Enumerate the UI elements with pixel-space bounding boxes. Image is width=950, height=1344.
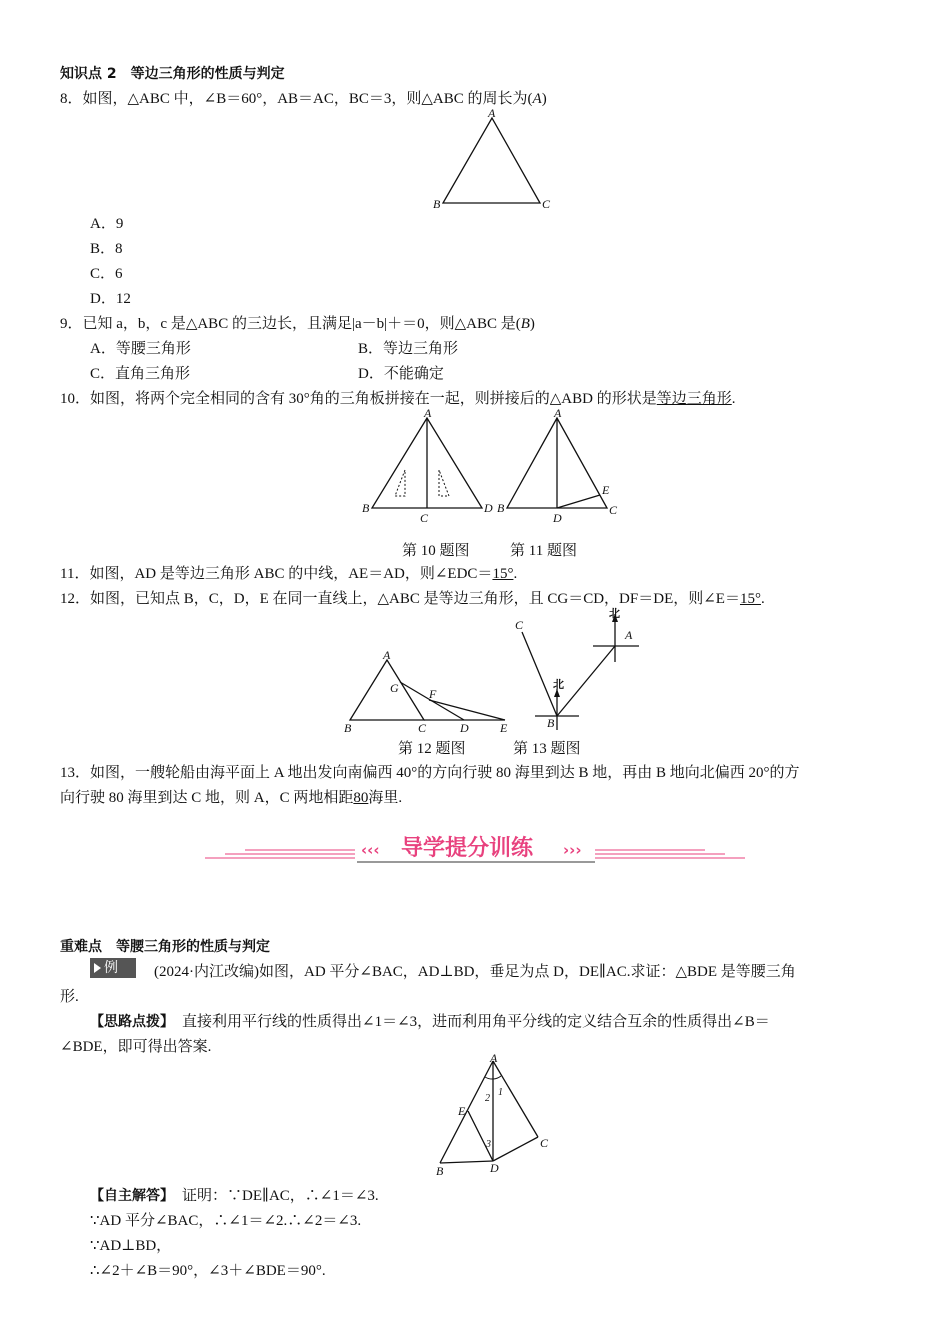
caption-fig13: 第 13 题图 (513, 741, 581, 757)
example-badge-label: 例 (104, 960, 118, 976)
figex-angle-3: 3 (486, 1139, 491, 1150)
fig12-figure (340, 646, 520, 741)
fig8-label-c: C (542, 197, 551, 211)
question-10-stem (60, 389, 735, 409)
question-11-stem (60, 564, 517, 584)
fig12-label-f: F (429, 687, 437, 701)
question-9-stem (60, 314, 535, 334)
caption-fig10: 第 10 题图 (402, 543, 470, 559)
fig13-label-b: B (547, 716, 555, 730)
fig10-label-d: D (484, 501, 493, 515)
q13-answer: 80 (353, 790, 369, 806)
solution-line3: ∵AD⊥BD， (90, 1238, 172, 1254)
fig11-label-a: A (554, 406, 562, 420)
banner-title: 导学提分训练 (401, 836, 534, 861)
q10-stem-text: 10．如图，将两个完全相同的含有 30°角的三角板拼接在一起，则拼接后的△ABD 的形状是 (60, 391, 657, 407)
fig13-north-label-a: 北 (609, 607, 620, 620)
q10-answer: 等边三角形 (656, 391, 732, 407)
figex-label-d: D (490, 1161, 499, 1175)
q13-line2-pre: 向行驶 80 海里到达 C 地，则 A，C 两地相距 (60, 790, 354, 806)
q8-stem-text: 8．如图，△ABC 中，∠B＝60°，AB＝AC，BC＝3，则△ABC 的周长为( (60, 91, 533, 107)
solution-text-1: 证明：∵DE∥AC，∴∠1＝∠3. (182, 1188, 379, 1204)
fig10-triangle-figure (362, 408, 497, 523)
fig13-north-label-b: 北 (553, 678, 564, 691)
solution-line2: ∵AD 平分∠BAC，∴∠1＝∠2.∴∠2＝∠3. (90, 1213, 362, 1229)
fig11-label-e: E (602, 483, 610, 497)
fig10-label-b: B (362, 501, 370, 515)
play-icon (94, 963, 101, 973)
banner-right-chevrons-icon: ››› (563, 841, 582, 859)
fig12-label-e: E (500, 721, 508, 735)
question-12-stem (60, 589, 765, 609)
section-title: 知识点 2 等边三角形的性质与判定 (60, 66, 285, 82)
fig12-label-g: G (390, 681, 399, 695)
example-figure (430, 1051, 560, 1180)
figex-label-a: A (490, 1051, 498, 1065)
q8-option-b: B．8 (90, 241, 123, 257)
q8-option-d: D．12 (90, 291, 131, 307)
figex-angle-1: 1 (498, 1087, 503, 1098)
fig10-label-c: C (420, 511, 429, 525)
q8-answer: A (532, 91, 542, 107)
hint-line2: ∠BDE，即可得出答案. (60, 1039, 212, 1055)
caption-fig12: 第 12 题图 (398, 741, 466, 757)
fig10-label-a: A (424, 406, 432, 420)
caption-fig11: 第 11 题图 (510, 543, 577, 559)
fig11-label-d: D (553, 511, 562, 525)
fig12-label-a: A (383, 648, 391, 662)
fig11-label-c: C (609, 503, 618, 517)
q13-line2-post: 海里. (368, 790, 403, 806)
hint-line1 (90, 1012, 770, 1032)
q9-answer: B (520, 316, 530, 332)
fig13-label-c: C (515, 618, 524, 632)
hint-label: 【思路点拨】 (90, 1014, 167, 1030)
question-8-stem (60, 89, 547, 109)
section-banner (205, 830, 745, 866)
fig11-label-b: B (497, 501, 505, 515)
q8-option-a: A．9 (90, 216, 124, 232)
q8-option-c: C．6 (90, 266, 123, 282)
fig8-label-b: B (433, 197, 441, 211)
question-13-line2 (60, 788, 402, 808)
solution-line4: ∴∠2＋∠B＝90°，∠3＋∠BDE＝90°. (90, 1263, 326, 1279)
figex-label-c: C (540, 1136, 549, 1150)
fig8-label-a: A (488, 106, 496, 120)
q12-answer: 15° (739, 591, 761, 607)
q9-option-b: B．等边三角形 (358, 341, 459, 357)
q11-answer: 15° (492, 566, 514, 582)
solution-line1 (90, 1186, 379, 1206)
figex-label-b: B (436, 1164, 444, 1178)
q9-option-c: C．直角三角形 (90, 366, 191, 382)
q11-end: . (513, 566, 518, 582)
fig11-triangle-figure (497, 408, 632, 523)
q9-option-a: A．等腰三角形 (90, 341, 191, 357)
q9-close: ) (529, 316, 535, 332)
q10-end: . (731, 391, 736, 407)
example-line2: 形. (60, 989, 79, 1005)
fig12-label-b: B (344, 721, 352, 735)
fig12-label-d: D (460, 721, 469, 735)
solution-label: 【自主解答】 (90, 1188, 167, 1204)
example-line1: (2024·内江改编)如图，AD 平分∠BAC，AD⊥BD，垂足为点 D，DE∥AC.求证：△BDE 是等腰三角 (154, 964, 796, 980)
fig13-figure (505, 604, 655, 734)
q9-option-d: D．不能确定 (358, 366, 444, 382)
question-13-line1: 13．如图，一艘轮船由海平面上 A 地出发向南偏西 40°的方向行驶 80 海里到达 B 地，再由 B 地向北偏西 20°的方 (60, 765, 800, 781)
hint-text-1: 直接利用平行线的性质得出∠1＝∠3，进而利用角平分线的定义结合互余的性质得出∠B＝ (182, 1014, 770, 1030)
figex-angle-2: 2 (485, 1093, 490, 1104)
q9-stem-text: 9．已知 a，b，c 是△ABC 的三边长，且满足|a－b|＋＝0，则△ABC 是( (60, 316, 521, 332)
q12-stem-text: 12．如图，已知点 B，C，D，E 在同一直线上，△ABC 是等边三角形，且 CG＝CD，DF＝DE，则∠E＝ (60, 591, 740, 607)
example-badge (90, 958, 136, 978)
fig13-label-a: A (625, 628, 633, 642)
q12-end: . (760, 591, 765, 607)
banner-left-chevrons-icon: ‹‹‹ (361, 841, 380, 859)
q8-triangle-figure (430, 108, 560, 213)
key-point-title: 重难点 等腰三角形的性质与判定 (60, 939, 270, 955)
figex-label-e: E (458, 1104, 466, 1118)
q11-stem-text: 11．如图，AD 是等边三角形 ABC 的中线，AE＝AD，则∠EDC＝ (60, 566, 493, 582)
q8-close: ) (541, 91, 547, 107)
fig12-label-c: C (418, 721, 427, 735)
